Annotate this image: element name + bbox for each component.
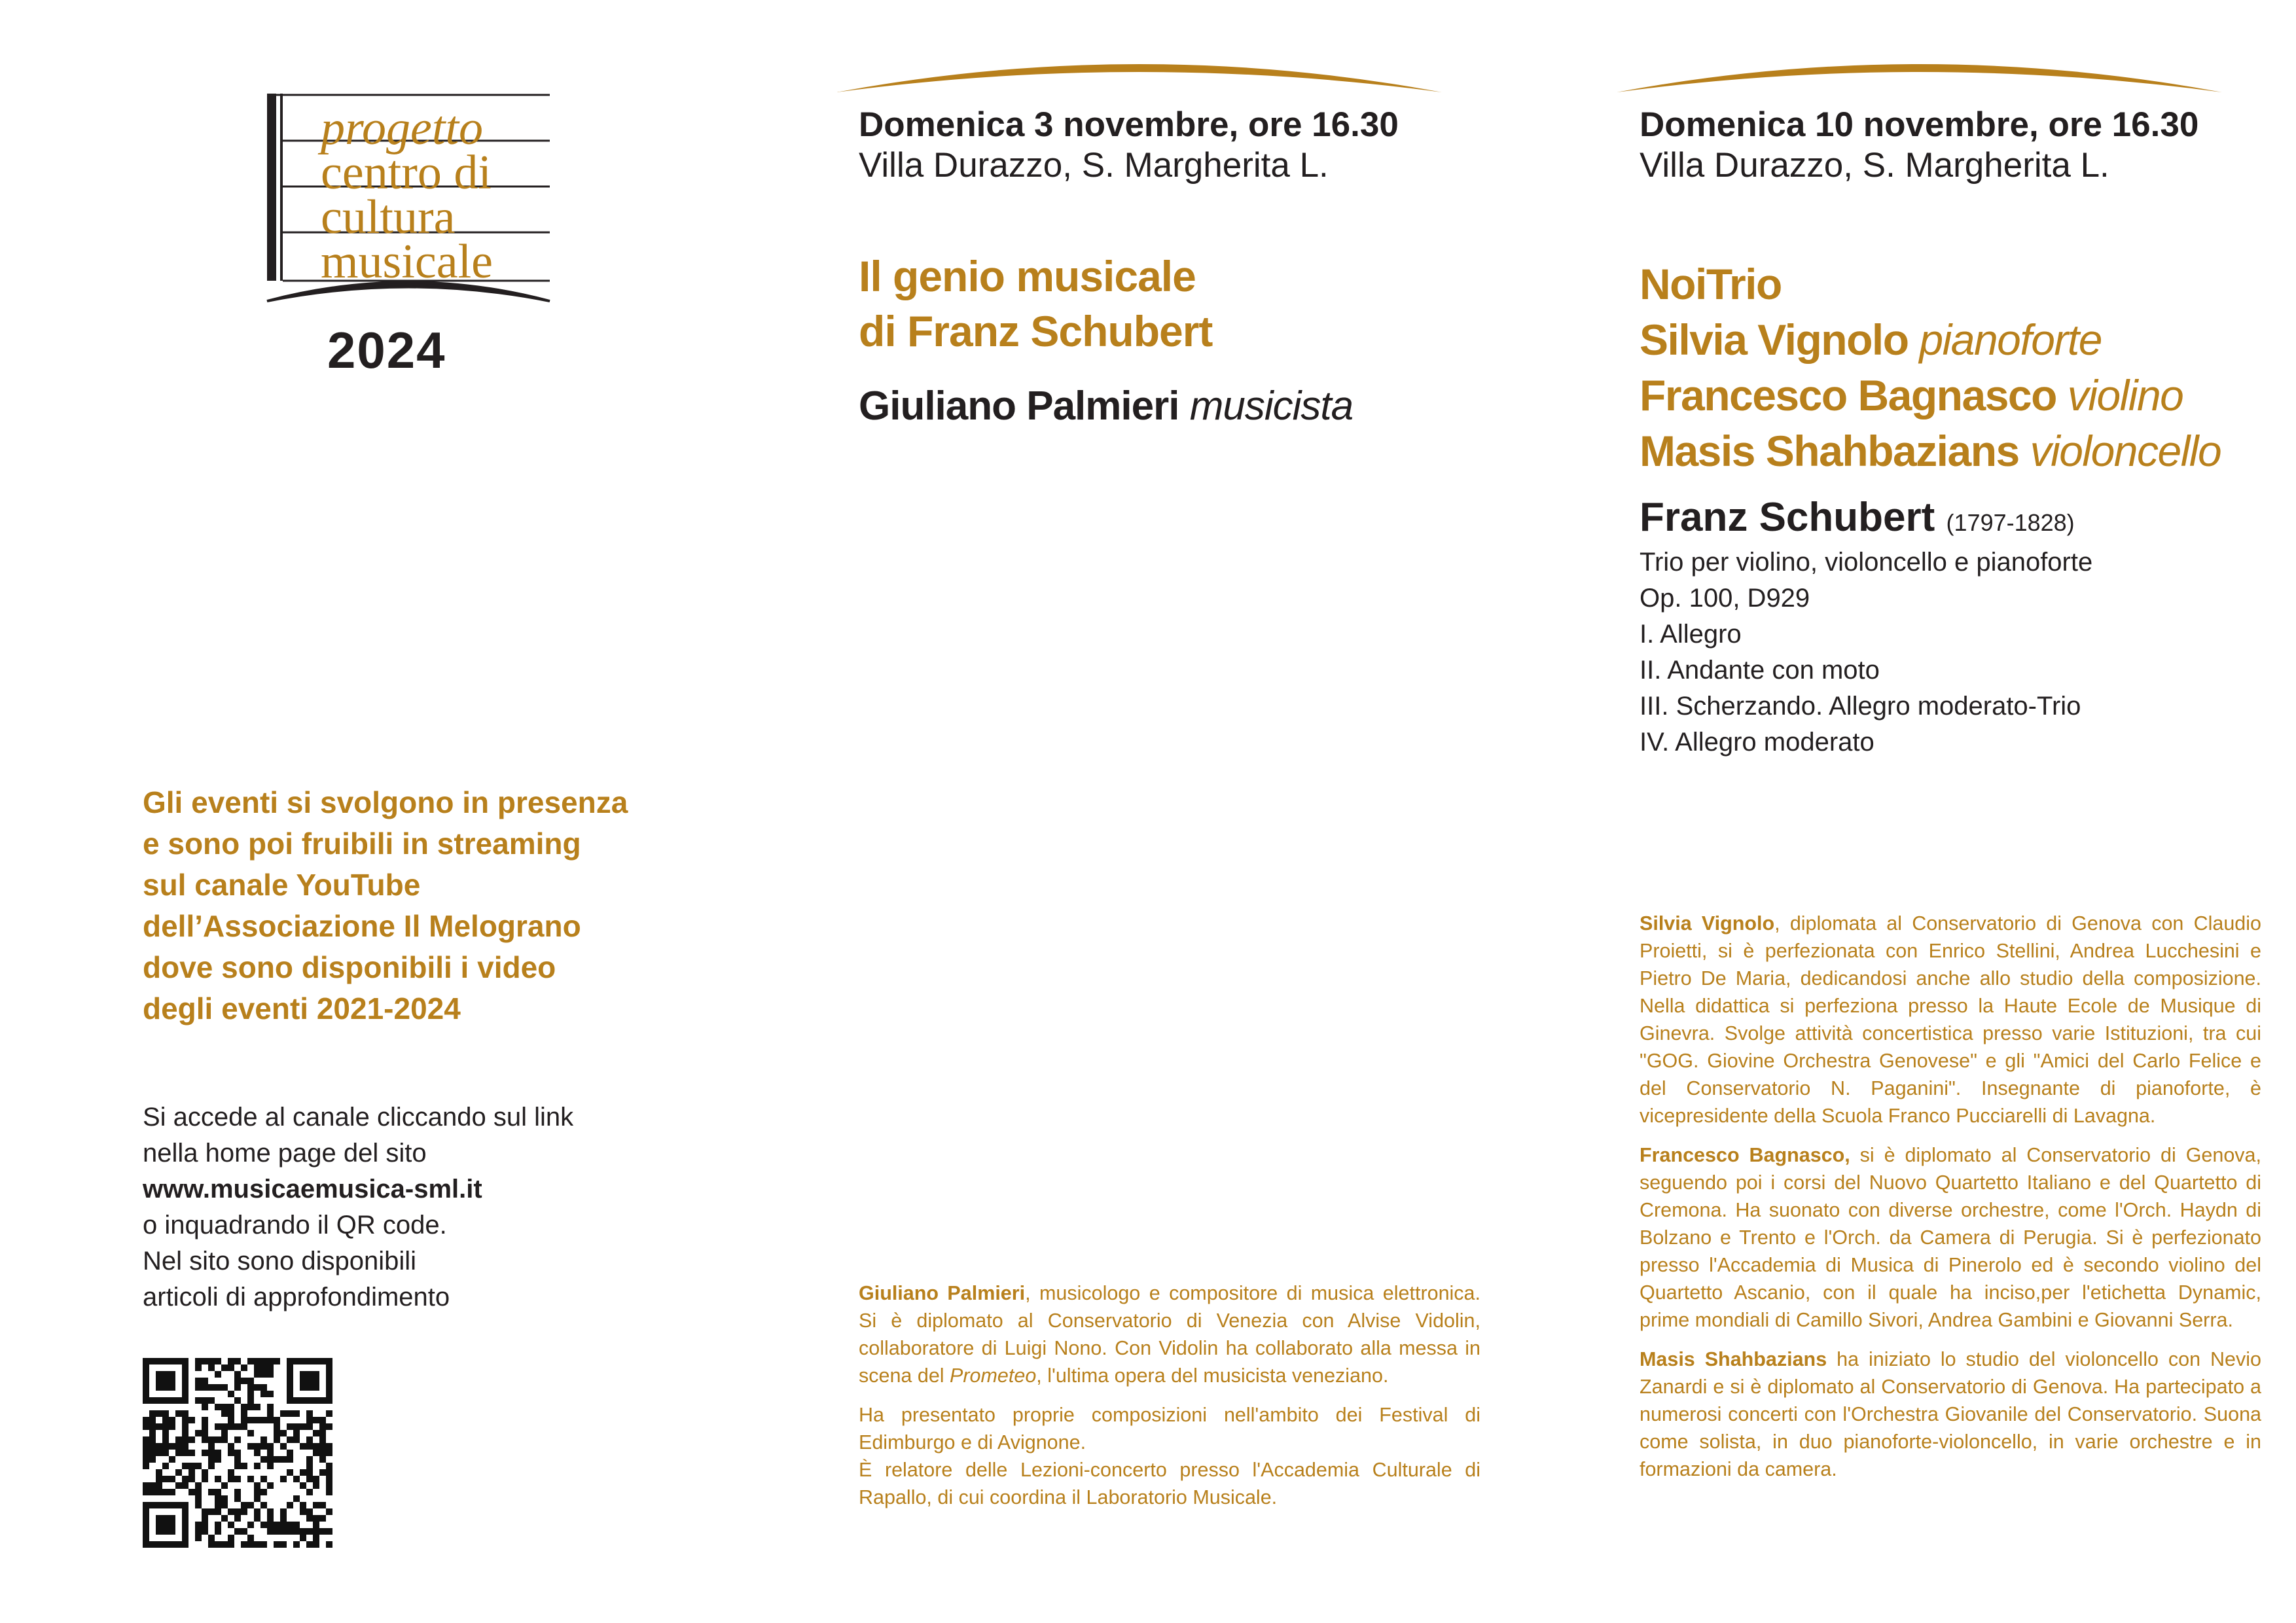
composer [1640,494,2075,541]
performer-name: Francesco Bagnasco [1640,371,2056,419]
access-line: Si accede al canale cliccando sul link [143,1103,574,1132]
bio-paragraph [1640,1141,2261,1334]
event1-performer [859,383,1353,429]
access-line: o inquadrando il QR code. [143,1211,447,1240]
streaming-line: dell’Associazione Il Melograno [143,909,581,943]
performer-instrument: violino [2067,371,2183,419]
event1-date: Domenica 3 novembre, ore 16.30 [859,105,1399,144]
event2-datetime [1640,105,2198,186]
event2-venue: Villa Durazzo, S. Margherita L. [1640,146,2109,185]
bio-text: , diplomata al Conservatorio di Genova con Claudio Proietti, si è perfezionata con Enrico Stellini, Andrea Lucchesini e Pietro De Maria, dedicandosi anche allo studio della composizione. Nella didattica si perfeziona presso la Haute Ecole de Musique di Ginevra. Svolge attività concertistica presso varie Istituzioni, tra cui "GOG. Giovine Orchestra Genovese" e gli "Amici del Carlo Felice e del Conservatorio N. Paganini". Insegnante di pianoforte, è vicepresidente della Scuola Franco Pucciarelli di Lavagna. [1640,912,2261,1127]
composer-name: Franz Schubert [1640,495,1935,540]
performer-instrument: pianoforte [1919,315,2102,364]
logo-year: 2024 [327,321,446,379]
performer-instrument: violoncello [2030,427,2221,475]
access-info [143,1099,679,1315]
left-panel [0,0,766,1623]
bio-name: Giuliano Palmieri [859,1282,1026,1304]
access-line: Nel sito sono disponibili [143,1247,417,1275]
event1-bio [859,1279,1480,1511]
streaming-notice [143,782,679,1029]
logo-word-1: progetto [321,101,484,155]
logo-word-2: centro di [321,146,492,200]
access-line: nella home page del sito [143,1139,427,1168]
event1-title [859,249,1212,359]
bio-paragraph [859,1279,1480,1389]
event1-performer-name: Giuliano Palmieri [859,383,1179,429]
program-item: III. Scherzando. Allegro moderato-Trio [1640,692,2081,721]
program-item: Trio per violino, violoncello e pianoforte [1640,548,2093,577]
bio-paragraph [1640,910,2261,1130]
bio-name: Masis Shahbazians [1640,1348,1827,1370]
program-item: IV. Allegro moderato [1640,728,1874,757]
event1-datetime [859,105,1399,186]
streaming-line: sul canale YouTube [143,868,421,902]
middle-panel [766,0,1532,1623]
bio-name: Silvia Vignolo [1640,912,1775,935]
website-link[interactable]: www.musicaemusica-sml.it [143,1175,482,1204]
composer-dates: (1797-1828) [1946,509,2075,536]
decorative-arc [836,56,1442,95]
program-item: Op. 100, D929 [1640,584,1810,613]
streaming-line: dove sono disponibili i video [143,950,556,984]
event2-bios [1640,910,2261,1495]
event1-performer-role: musicista [1189,383,1354,429]
bio-work-title: Prometeo [950,1364,1037,1387]
bio-text: , l'ultima opera del musicista veneziano. [1036,1364,1389,1387]
streaming-line: e sono poi fruibili in streaming [143,827,581,861]
event2-date: Domenica 10 novembre, ore 16.30 [1640,105,2199,144]
logo-word-4: musicale [321,235,493,289]
bio-paragraph: È relatore delle Lezioni-concerto presso l'Accademia Culturale di Rapallo, di cui coordina il Laboratorio Musicale. [859,1459,1480,1508]
festival-logo [262,88,563,379]
streaming-line: Gli eventi si svolgono in presenza [143,785,628,819]
program-list [1640,544,2229,760]
performer-name: Masis Shahbazians [1640,427,2019,475]
event1-title-line: di Franz Schubert [859,307,1213,355]
performer-line [1640,368,2183,423]
ensemble-name: NoiTrio [1640,260,1782,308]
event1-venue: Villa Durazzo, S. Margherita L. [859,146,1329,185]
performer-line [1640,423,2221,478]
streaming-line: degli eventi 2021-2024 [143,991,461,1026]
qr-code[interactable] [143,1358,332,1548]
logo-word-3: cultura [321,190,456,244]
bio-paragraph: Ha presentato proprie composizioni nell'ambito dei Festival di Edimburgo e di Avignone. [859,1404,1480,1454]
bio-name: Francesco Bagnasco, [1640,1144,1850,1166]
program-item: II. Andante con moto [1640,656,1880,685]
bio-text: , musicologo e compositore di musica elettronica. Si è diplomato al Conservatorio di Venezia con Alvise Vidolin, collaboratore di Luigi Nono. Con Vidolin ha collaborato alla messa in scena del [859,1282,1480,1387]
program-item: I. Allegro [1640,620,1742,649]
access-line: articoli di approfondimento [143,1283,450,1311]
bio-text: si è diplomato al Conservatorio di Genova, seguendo poi i corsi del Nuovo Quartetto Italiano e del Quartetto di Cremona. Ha suonato con diverse orchestre, come l'Orch. Haydn di Bolzano e Trento e l'Orch. da Camera di Perugia. Si è perfezionato presso l'Accademia di Musica di Pinerolo ed è secondo violino del Quartetto Ascanio, con il quale ha inciso,per l'etichetta Dynamic, prime mondiali di Camillo Sivori, Andrea Gambini e Giovanni Serra. [1640,1144,2261,1331]
bio-text: ha iniziato lo studio del violoncello con Nevio Zanardi e si è diplomato al Conservatorio di Genova. Ha partecipato a numerosi concerti con l'Orchestra Giovanile del Conservatorio. Suona come solista, in duo pianoforte-violoncello, in varie orchestre e in formazioni da camera. [1640,1348,2261,1480]
bio-paragraph [1640,1346,2261,1483]
decorative-arc [1617,56,2222,95]
performer-line [1640,312,2102,367]
event1-title-line: Il genio musicale [859,252,1196,300]
performer-name: Silvia Vignolo [1640,315,1909,364]
